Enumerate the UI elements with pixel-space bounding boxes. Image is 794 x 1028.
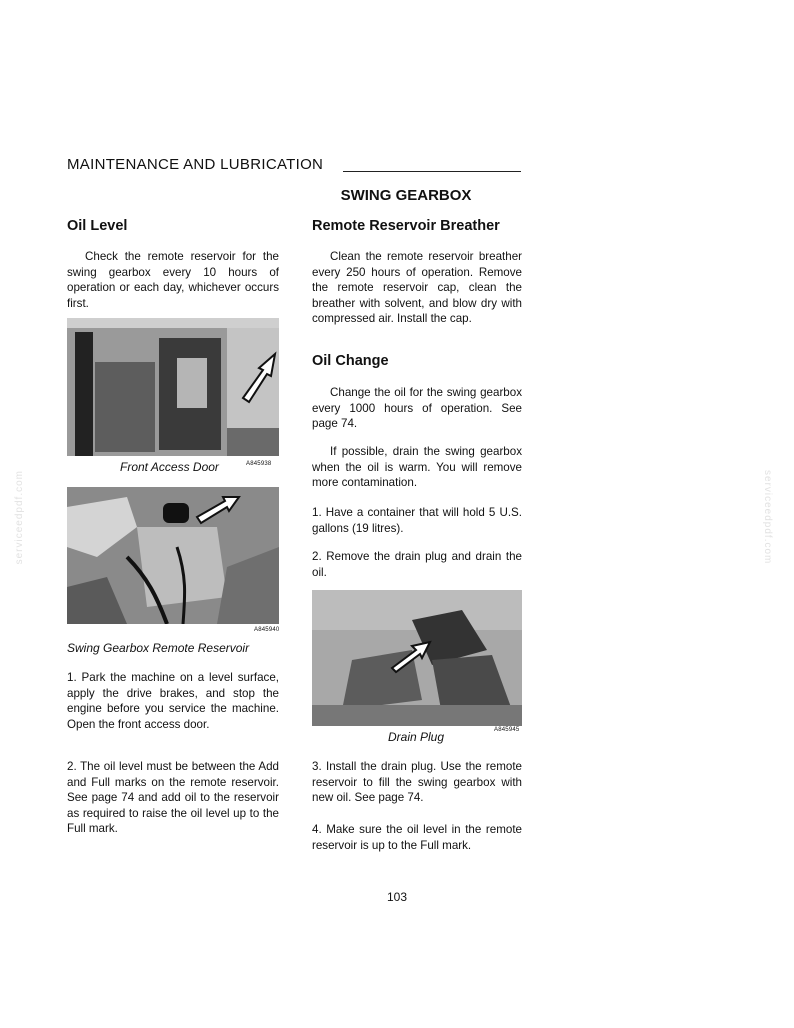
oil-change-step4: 4. Make sure the oil level in the remote reservoir is up to the Full mark.	[312, 823, 522, 852]
page-number: 103	[386, 890, 408, 904]
page-title: SWING GEARBOX	[340, 187, 472, 204]
figure2-code: A845940	[254, 627, 280, 633]
figure2-caption: Swing Gearbox Remote Reservoir	[67, 641, 250, 655]
breather-text: Clean the remote reservoir breather every 250 hours of operation. Remove the remote reservoir cap, clean the breather with solvent, and blow dry with compressed air. Install the cap.	[312, 250, 522, 326]
figure1-caption: Front Access Door	[120, 460, 219, 474]
oil-change-step2: 2. Remove the drain plug and drain the oil.	[312, 550, 522, 579]
step-2-oil-level: 2. The oil level must be between the Add and Full marks on the remote reservoir. See page 74 and add oil to the reservoir as required to raise the oil level up to the Full mark.	[67, 760, 279, 836]
oil-change-para2: If possible, drain the swing gearbox when the oil is warm. You will remove more contamination.	[312, 445, 522, 490]
header-rule	[343, 171, 521, 172]
oil-level-heading: Oil Level	[67, 218, 128, 234]
watermark-left: serviceedpdf.com	[14, 470, 25, 565]
oil-change-para1: Change the oil for the swing gearbox every 1000 hours of operation. See page 74.	[312, 386, 522, 431]
front-access-door-photo	[67, 318, 279, 456]
watermark-right: serviceedpdf.com	[762, 470, 773, 565]
step-1-park: 1. Park the machine on a level surface, apply the drive brakes, and stop the engine before you service the machine. Open the front access door.	[67, 671, 279, 731]
oil-change-step3: 3. Install the drain plug. Use the remote reservoir to fill the swing gearbox with new oil. See page 74.	[312, 760, 522, 805]
figure3-code: A845945	[494, 727, 520, 733]
drain-plug-photo	[312, 590, 522, 726]
oil-change-step1: 1. Have a container that will hold 5 U.S. gallons (19 litres).	[312, 506, 522, 535]
oil-level-intro: Check the remote reservoir for the swing gearbox every 10 hours of operation or each day, whichever occurs first.	[67, 250, 279, 310]
breather-heading: Remote Reservoir Breather	[312, 218, 500, 234]
figure1-code: A845938	[246, 461, 272, 467]
figure3-caption: Drain Plug	[388, 730, 445, 744]
section-header: MAINTENANCE AND LUBRICATION	[67, 156, 324, 173]
remote-reservoir-photo	[67, 487, 279, 624]
oil-change-heading: Oil Change	[312, 353, 389, 369]
